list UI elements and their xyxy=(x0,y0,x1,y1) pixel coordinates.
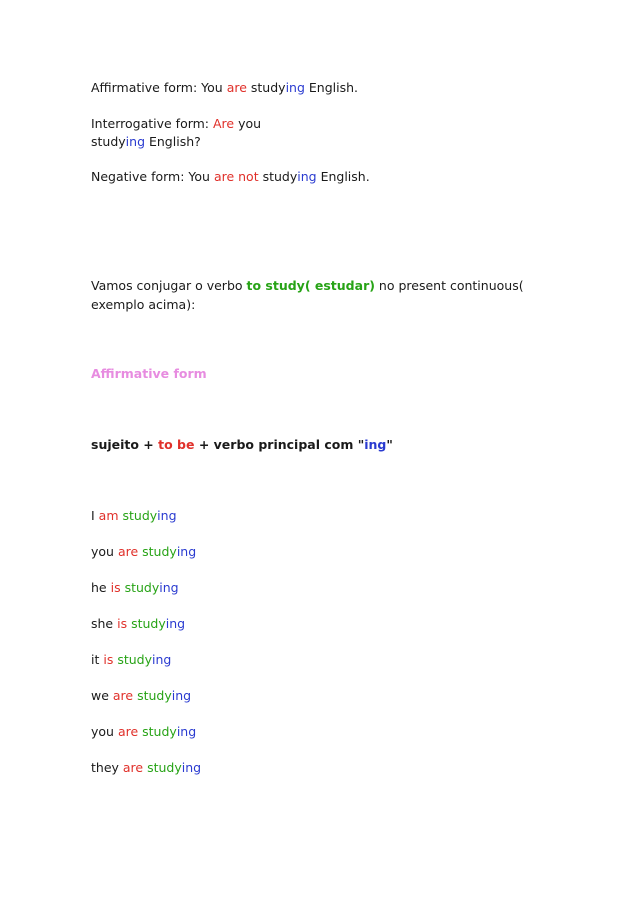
to-be: are xyxy=(117,544,139,559)
ing-suffix: ing xyxy=(159,580,179,595)
intro-verb: to study( estudar) xyxy=(246,278,375,293)
verb-stem: study xyxy=(120,580,160,595)
to-be: Are xyxy=(213,116,235,131)
ing-suffix: ing xyxy=(176,544,197,559)
verb-stem: study xyxy=(246,80,286,95)
conjugation-row xyxy=(91,724,196,740)
affirmative-example xyxy=(91,80,358,96)
verb-stem: study xyxy=(91,134,126,149)
verb-stem: study xyxy=(127,616,166,631)
to-be: are xyxy=(122,760,144,775)
verb-stem: study xyxy=(113,652,153,667)
verb-stem: study xyxy=(258,169,298,184)
verb-stem: study xyxy=(118,508,158,523)
sentence-end: English. xyxy=(304,80,358,95)
subject: you xyxy=(91,724,118,739)
formula xyxy=(91,437,393,453)
subject: you xyxy=(234,116,262,131)
negative-example xyxy=(91,169,370,185)
ing-suffix: ing xyxy=(297,169,317,184)
ing-suffix: ing xyxy=(285,80,305,95)
subject: You xyxy=(188,169,214,184)
to-be: is xyxy=(103,652,114,667)
to-be: is xyxy=(117,616,128,631)
formula-part: " xyxy=(386,437,393,452)
conjugation-row xyxy=(91,580,179,596)
conjugation-row xyxy=(91,508,177,524)
verb-stem: study xyxy=(138,544,177,559)
to-be: are xyxy=(117,724,139,739)
section-heading: Affirmative form xyxy=(91,366,207,381)
ing-suffix: ing xyxy=(176,724,197,739)
conjugation-row xyxy=(91,688,191,704)
ing-suffix: ing xyxy=(181,760,202,775)
subject: it xyxy=(91,652,104,667)
formula-ing: ing xyxy=(364,437,387,452)
conjugation-row xyxy=(91,652,171,668)
subject: she xyxy=(91,616,118,631)
subject: I xyxy=(91,508,99,523)
conjugation-row xyxy=(91,760,201,776)
ing-suffix: ing xyxy=(171,688,192,703)
ing-suffix: ing xyxy=(152,652,172,667)
to-be: am xyxy=(98,508,119,523)
sentence-end: English? xyxy=(145,134,201,149)
subject: you xyxy=(91,544,118,559)
sentence-end: English. xyxy=(316,169,370,184)
formula-part: sujeito + xyxy=(91,437,159,452)
example-label: Affirmative form: xyxy=(91,80,202,95)
interrogative-example-line-2 xyxy=(91,134,201,150)
intro-text-end: no present continuous( exemplo acima): xyxy=(91,278,524,312)
to-be: are xyxy=(226,80,247,95)
subject: they xyxy=(91,760,123,775)
conjugation-row xyxy=(91,616,185,632)
intro-text: Vamos conjugar o verbo xyxy=(91,278,247,293)
to-be: are xyxy=(112,688,134,703)
to-be-not: are not xyxy=(213,169,259,184)
verb-stem: study xyxy=(143,760,182,775)
example-label: Interrogative form: xyxy=(91,116,213,131)
subject: You xyxy=(201,80,227,95)
subject: we xyxy=(91,688,113,703)
ing-suffix: ing xyxy=(165,616,186,631)
subject: he xyxy=(91,580,111,595)
formula-part: + verbo principal com " xyxy=(194,437,365,452)
intro-paragraph xyxy=(91,276,561,314)
verb-stem: study xyxy=(133,688,172,703)
example-label: Negative form: xyxy=(91,169,189,184)
conjugation-row xyxy=(91,544,196,560)
interrogative-example-line-1 xyxy=(91,116,261,132)
ing-suffix: ing xyxy=(125,134,146,149)
verb-stem: study xyxy=(138,724,177,739)
ing-suffix: ing xyxy=(157,508,177,523)
formula-to-be: to be xyxy=(158,437,195,452)
to-be: is xyxy=(110,580,121,595)
